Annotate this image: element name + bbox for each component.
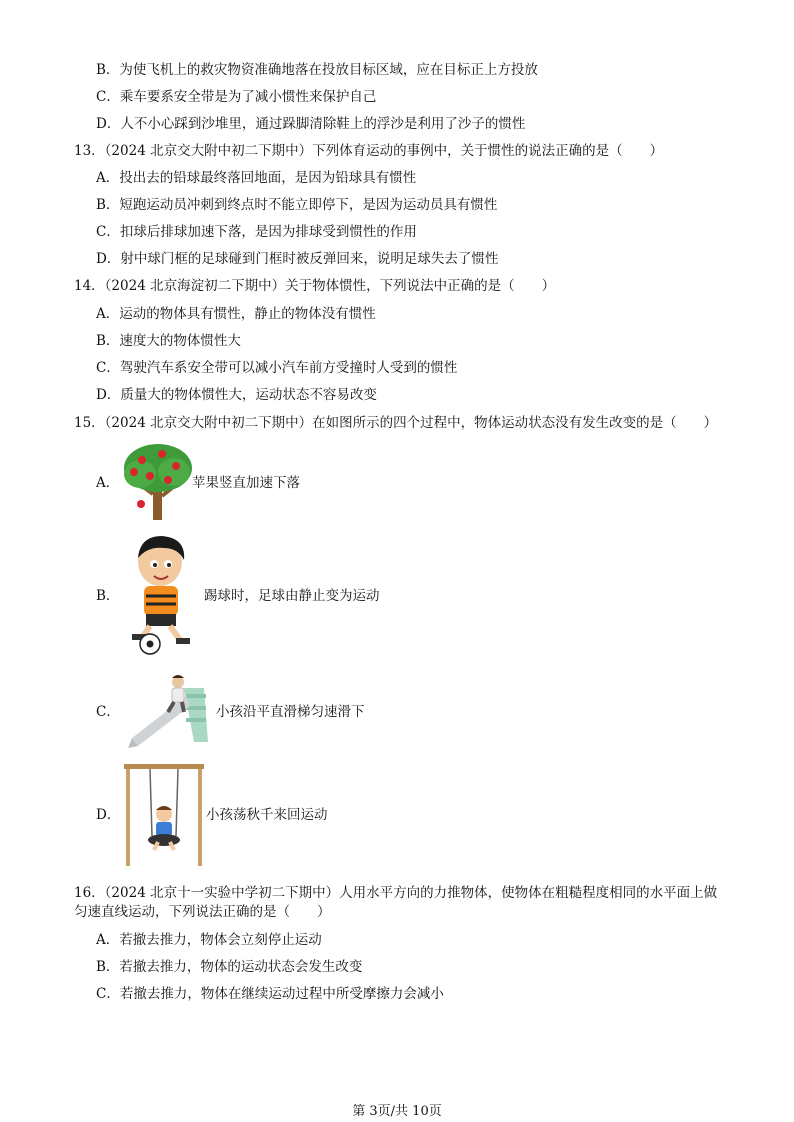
q12-option-d: D．人不小心踩到沙堆里，通过跺脚清除鞋上的浮沙是利用了沙子的惯性 xyxy=(96,116,526,132)
q14-option-d: D．质量大的物体惯性大，运动状态不容易改变 xyxy=(96,387,377,403)
q14-option-c: C．驾驶汽车系安全带可以减小汽车前方受撞时人受到的惯性 xyxy=(96,360,458,376)
q15-option-d-letter: D． xyxy=(96,807,121,823)
q14-option-a: A．运动的物体具有惯性，静止的物体没有惯性 xyxy=(96,306,376,322)
boy-kicking-ball-image xyxy=(128,534,200,656)
q15-option-c-letter: C． xyxy=(96,704,120,720)
q12-option-c: C．乘车要系安全带是为了减小惯性来保护自己 xyxy=(96,89,377,105)
q15-option-a-letter: A． xyxy=(96,475,120,491)
q14-option-b: B．速度大的物体惯性大 xyxy=(96,333,241,349)
q13-stem: 13．（2024 北京交大附中初二下期中）下列体育运动的事例中，关于惯性的说法正确的是（ ） xyxy=(74,143,664,159)
q16-option-a: A．若撤去推力，物体会立刻停止运动 xyxy=(96,932,322,948)
q12-option-b: B．为使飞机上的救灾物资准确地落在投放目标区域，应在目标正上方投放 xyxy=(96,62,538,78)
q16-option-c: C．若撤去推力，物体在继续运动过程中所受摩擦力会减小 xyxy=(96,986,444,1002)
q16-option-b: B．若撤去推力，物体的运动状态会发生改变 xyxy=(96,959,363,975)
child-on-swing-image xyxy=(122,762,206,866)
q15-option-b-text: 踢球时，足球由静止变为运动 xyxy=(204,588,380,604)
q13-option-c: C．扣球后排球加速下落，是因为排球受到惯性的作用 xyxy=(96,224,417,240)
child-on-slide-image xyxy=(124,672,216,750)
q13-option-b: B．短跑运动员冲刺到终点时不能立即停下，是因为运动员具有惯性 xyxy=(96,197,498,213)
q15-stem: 15．（2024 北京交大附中初二下期中）在如图所示的四个过程中，物体运动状态没有发生改变的是（ ） xyxy=(74,415,718,431)
q13-option-a: A．投出去的铅球最终落回地面，是因为铅球具有惯性 xyxy=(96,170,417,186)
q15-option-a-text: 苹果竖直加速下落 xyxy=(192,475,300,491)
q15-option-d-text: 小孩荡秋千来回运动 xyxy=(206,807,328,823)
q16-stem-line2: 匀速直线运动，下列说法正确的是（ ） xyxy=(74,904,331,920)
q16-stem-line1: 16．（2024 北京十一实验中学初二下期中）人用水平方向的力推物体，使物体在粗糙程度相同的水平面上做 xyxy=(74,885,718,901)
q13-option-d: D．射中球门框的足球碰到门框时被反弹回来，说明足球失去了惯性 xyxy=(96,251,499,267)
q15-option-b-letter: B． xyxy=(96,588,120,604)
page-number: 第 3页/共 10页 xyxy=(352,1104,442,1119)
apple-tree-image xyxy=(122,442,192,520)
q14-stem: 14．（2024 北京海淀初二下期中）关于物体惯性，下列说法中正确的是（ ） xyxy=(74,278,556,294)
q15-option-c-text: 小孩沿平直滑梯匀速滑下 xyxy=(216,704,365,720)
